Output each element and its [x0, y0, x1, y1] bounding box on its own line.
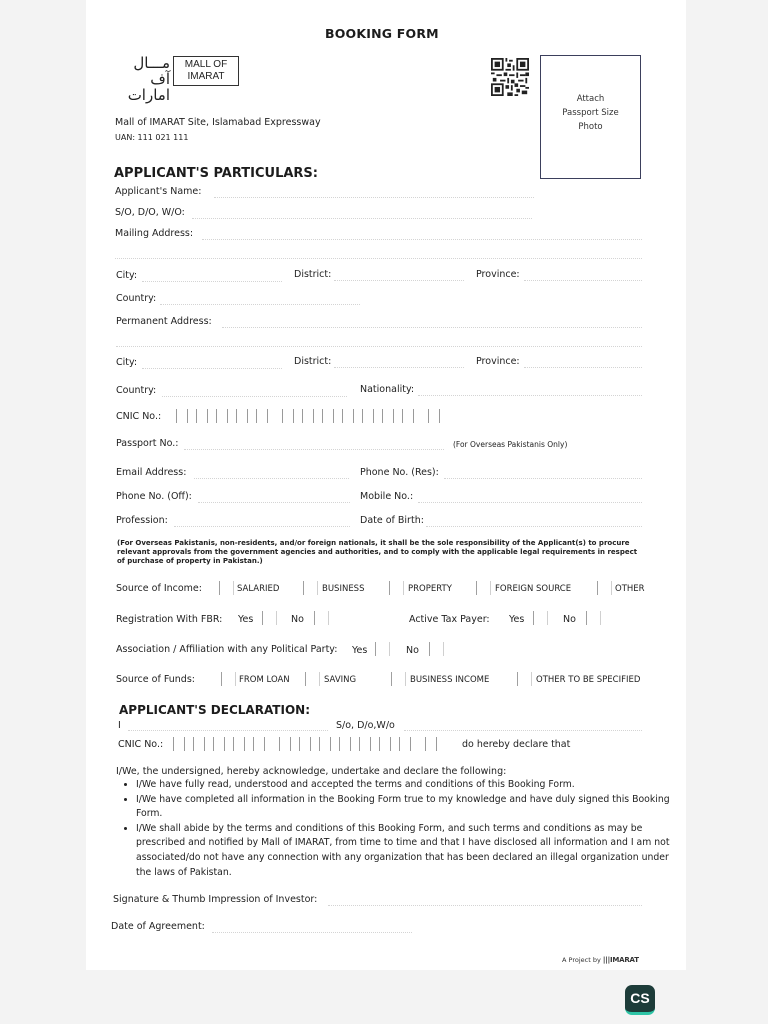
mobile-field[interactable] [418, 502, 642, 503]
cnic-label: CNIC No.: [116, 411, 162, 422]
country-label: Country: [116, 293, 157, 304]
from-loan-option: FROM LOAN [239, 675, 290, 685]
declarant-cnic-label: CNIC No.: [118, 739, 164, 750]
source-of-income-label: Source of Income: [116, 583, 202, 594]
cnic-digit-box[interactable] [339, 737, 351, 751]
cnic-digit-box[interactable] [233, 737, 245, 751]
salaried-checkbox[interactable] [219, 581, 234, 595]
political-yes-label: Yes [352, 645, 368, 656]
cnic-digit-box[interactable] [279, 737, 291, 751]
cnic-digit-box[interactable] [299, 737, 311, 751]
country-label-2: Country: [116, 385, 157, 396]
cnic-digit-box[interactable] [302, 409, 314, 423]
from-loan-checkbox[interactable] [221, 672, 236, 686]
phone-off-field[interactable] [198, 502, 350, 503]
city-label-2: City: [116, 357, 138, 368]
declarant-label: I [118, 720, 121, 731]
dob-label: Date of Birth: [360, 515, 424, 526]
political-no-label: No [406, 645, 419, 656]
site-address: Mall of IMARAT Site, Islamabad Expressway [115, 117, 321, 128]
cnic-digit-box[interactable] [402, 409, 414, 423]
tax-yes-checkbox[interactable] [533, 611, 548, 625]
other-specified-checkbox[interactable] [517, 672, 532, 686]
country-field-2[interactable] [162, 396, 347, 397]
tax-yes-label: Yes [509, 614, 525, 625]
phone-res-label: Phone No. (Res): [360, 467, 439, 478]
cnic-digit-box[interactable] [359, 737, 371, 751]
relation-label: S/O, D/O, W/O: [115, 207, 185, 218]
signature-label: Signature & Thumb Impression of Investor: [113, 894, 318, 905]
profession-label: Profession: [116, 515, 168, 526]
declaration-heading: APPLICANT'S DECLARATION: [119, 703, 310, 717]
form-title: BOOKING FORM [325, 26, 439, 41]
cnic-digit-box[interactable] [193, 737, 205, 751]
saving-checkbox[interactable] [305, 672, 320, 686]
agreement-date-field[interactable] [212, 932, 412, 933]
country-field[interactable] [160, 304, 360, 305]
permanent-address-label: Permanent Address: [116, 316, 212, 327]
other-checkbox[interactable] [597, 581, 612, 595]
fbr-no-checkbox[interactable] [314, 611, 329, 625]
cnic-digit-box[interactable] [342, 409, 354, 423]
passport-field[interactable] [184, 449, 444, 450]
political-no-checkbox[interactable] [429, 642, 444, 656]
declaration-intro: I/We, the undersigned, hereby acknowledge, undertake and declare the following: [116, 766, 507, 777]
profession-field[interactable] [174, 526, 350, 527]
agreement-date-label: Date of Agreement: [111, 921, 205, 932]
cnic-digit-box[interactable] [236, 409, 248, 423]
city-field-2[interactable] [142, 368, 282, 369]
business-option: BUSINESS [322, 584, 365, 594]
cnic-digit-box[interactable] [213, 737, 225, 751]
footer-brand: A Project by |||IMARAT [562, 956, 639, 964]
district-field[interactable] [334, 280, 464, 281]
source-of-funds-label: Source of Funds: [116, 674, 195, 685]
cnic-digit-box[interactable] [399, 737, 411, 751]
mailing-address-field[interactable] [202, 239, 642, 240]
email-field[interactable] [194, 478, 349, 479]
province-field[interactable] [524, 280, 642, 281]
nationality-label: Nationality: [360, 384, 415, 395]
logo-arabic: مـــال آف امارات [127, 54, 170, 104]
cnic-digit-box[interactable] [319, 737, 331, 751]
fbr-yes-checkbox[interactable] [262, 611, 277, 625]
passport-label: Passport No.: [116, 438, 179, 449]
mall-of-imarat-logo: MALL OF IMARAT [173, 56, 239, 86]
business-income-option: BUSINESS INCOME [410, 675, 490, 685]
uan-number: UAN: 111 021 111 [115, 133, 189, 142]
tax-no-checkbox[interactable] [586, 611, 601, 625]
imarat-logo-icon: ||| [602, 956, 610, 964]
province-label-2: Province: [476, 356, 520, 367]
province-label: Province: [476, 269, 520, 280]
camscanner-badge-icon: CS [625, 985, 655, 1015]
cnic-digit-box[interactable] [362, 409, 374, 423]
property-checkbox[interactable] [389, 581, 404, 595]
political-label: Association / Affiliation with any Political Party: [116, 644, 338, 655]
fbr-yes-label: Yes [238, 614, 254, 625]
declarant-relation-label: S/o, D/o,W/o [336, 720, 395, 731]
particulars-heading: APPLICANT'S PARTICULARS: [114, 166, 318, 181]
overseas-note: (For Overseas Pakistanis, non-residents, and/or foreign nationals, it shall be the sole responsibility of the Applicant(s) to procure relevant approvals from the government agencies and authorities, and to comply with the applicable legal requirements in respect of purchase of property in Pakistan.) [117, 539, 638, 565]
business-checkbox[interactable] [303, 581, 318, 595]
cnic-digit-box[interactable] [173, 737, 185, 751]
cnic-digit-box[interactable] [196, 409, 208, 423]
declaration-item: • I/We have completed all information in the Booking Form true to my knowledge and have duly signed this Booking Form. [136, 793, 684, 822]
cnic-digit-box[interactable] [322, 409, 334, 423]
cnic-digit-box[interactable] [425, 737, 437, 751]
other-option: OTHER [615, 584, 645, 594]
signature-field[interactable] [328, 905, 642, 906]
district-field-2[interactable] [334, 367, 464, 368]
tax-payer-label: Active Tax Payer: [409, 614, 490, 625]
declarant-name-field[interactable] [128, 730, 328, 731]
cnic-digit-box[interactable] [216, 409, 228, 423]
cnic-digit-box[interactable] [379, 737, 391, 751]
foreign-source-checkbox[interactable] [476, 581, 491, 595]
tax-no-label: No [563, 614, 576, 625]
cnic-digit-box[interactable] [382, 409, 394, 423]
nationality-field[interactable] [418, 395, 642, 396]
phone-off-label: Phone No. (Off): [116, 491, 192, 502]
political-yes-checkbox[interactable] [375, 642, 390, 656]
cnic-digit-box[interactable] [282, 409, 294, 423]
passport-photo-box: Attach Passport Size Photo [540, 55, 641, 179]
applicant-name-label: Applicant's Name: [115, 186, 202, 197]
salaried-option: SALARIED [237, 584, 280, 594]
business-income-checkbox[interactable] [391, 672, 406, 686]
province-field-2[interactable] [524, 367, 642, 368]
fbr-label: Registration With FBR: [116, 614, 223, 625]
passport-note: (For Overseas Pakistanis Only) [453, 440, 568, 449]
permanent-address-field[interactable] [222, 327, 642, 328]
district-label: District: [294, 269, 332, 280]
cnic-digit-box[interactable] [176, 409, 188, 423]
declarant-relation-field[interactable] [404, 730, 642, 731]
saving-option: SAVING [324, 675, 357, 685]
qr-code-icon [491, 58, 529, 96]
foreign-source-option: FOREIGN SOURCE [495, 584, 572, 594]
mailing-address-label: Mailing Address: [115, 228, 194, 239]
dob-field[interactable] [426, 526, 642, 527]
relation-field[interactable] [192, 218, 532, 219]
permanent-address-field-line2[interactable] [116, 346, 642, 347]
cnic-digit-box[interactable] [428, 409, 440, 423]
cnic-digit-box[interactable] [253, 737, 265, 751]
cnic-digit-box[interactable] [256, 409, 268, 423]
mailing-address-field-line2[interactable] [115, 258, 642, 259]
mobile-label: Mobile No.: [360, 491, 414, 502]
other-specified-option: OTHER TO BE SPECIFIED [536, 675, 641, 685]
property-option: PROPERTY [408, 584, 452, 594]
declaration-item: • I/We have fully read, understood and accepted the terms and conditions of this Booking Form. [136, 778, 684, 793]
applicant-name-field[interactable] [214, 197, 534, 198]
fbr-no-label: No [291, 614, 304, 625]
declaration-item: • I/We shall abide by the terms and conditions of this Booking Form, and such terms and conditions as may be prescribed and notified by Mall of IMARAT, from time to time and that I have disclosed all information and I am not associated/do not have any connection with any organization that has been declared an illegal organization under the laws of Pakistan. [136, 822, 684, 880]
email-label: Email Address: [116, 467, 187, 478]
city-label: City: [116, 270, 138, 281]
declaration-list [122, 778, 684, 880]
declare-that-text: do hereby declare that [462, 739, 571, 750]
city-field[interactable] [142, 281, 282, 282]
phone-res-field[interactable] [444, 478, 642, 479]
district-label-2: District: [294, 356, 332, 367]
